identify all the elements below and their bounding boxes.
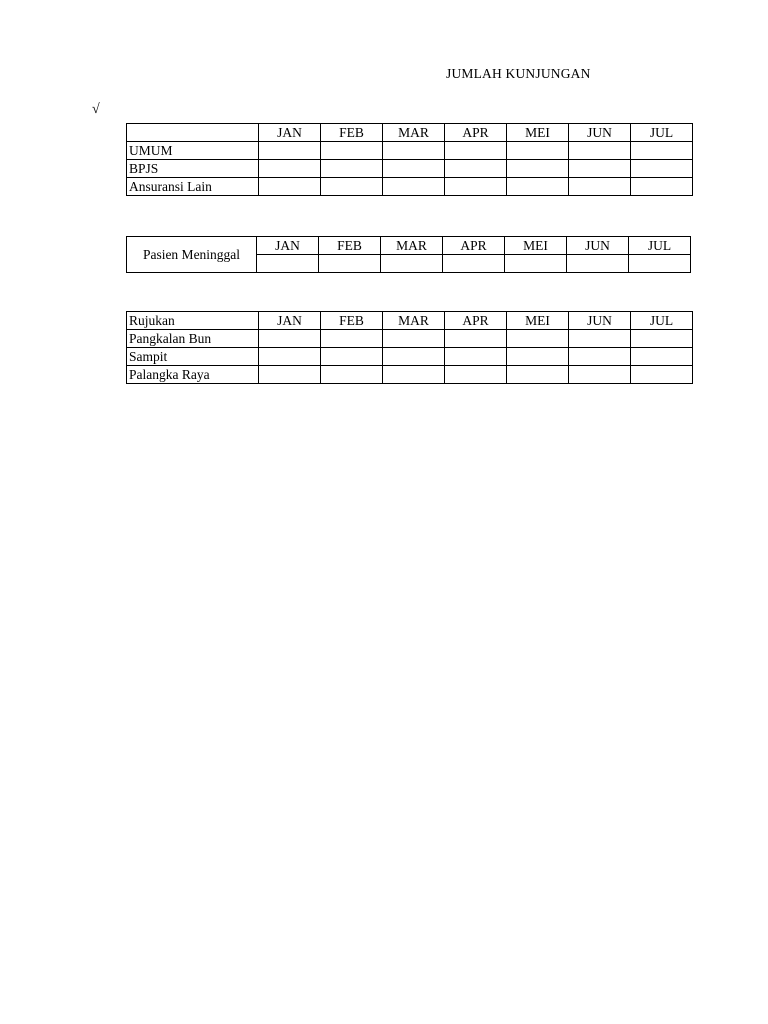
data-cell <box>259 142 321 160</box>
data-cell <box>259 366 321 384</box>
data-cell <box>445 178 507 196</box>
month-header-apr: APR <box>445 312 507 330</box>
data-cell <box>383 160 445 178</box>
month-header-apr: APR <box>445 124 507 142</box>
table-row <box>127 160 693 178</box>
month-header-jul: JUL <box>629 237 691 255</box>
month-header-apr: APR <box>443 237 505 255</box>
month-header-jan: JAN <box>257 237 319 255</box>
data-cell <box>567 255 629 273</box>
check-mark: √ <box>92 102 100 117</box>
month-header-jan: JAN <box>259 124 321 142</box>
data-cell <box>257 255 319 273</box>
data-cell <box>259 330 321 348</box>
month-header-mei: MEI <box>507 312 569 330</box>
data-cell <box>569 142 631 160</box>
row-label-palangka-raya: Palangka Raya <box>127 366 259 384</box>
data-cell <box>321 330 383 348</box>
row-label-bpjs: BPJS <box>127 160 259 178</box>
row-label-pangkalan-bun: Pangkalan Bun <box>127 330 259 348</box>
data-cell <box>383 348 445 366</box>
data-cell <box>383 330 445 348</box>
month-header-feb: FEB <box>321 124 383 142</box>
month-header-jul: JUL <box>631 124 693 142</box>
data-cell <box>445 330 507 348</box>
data-cell <box>383 178 445 196</box>
data-cell <box>321 142 383 160</box>
header-label-cell <box>127 124 259 142</box>
table-row <box>127 366 693 384</box>
data-cell <box>569 178 631 196</box>
data-cell <box>381 255 443 273</box>
data-cell <box>631 348 693 366</box>
row-label-sampit: Sampit <box>127 348 259 366</box>
row-label-asuransi-lain: Ansuransi Lain <box>127 178 259 196</box>
data-cell <box>569 160 631 178</box>
data-cell <box>629 255 691 273</box>
data-cell <box>507 348 569 366</box>
deceased-patients-table <box>126 236 691 273</box>
table-row <box>127 348 693 366</box>
month-header-feb: FEB <box>321 312 383 330</box>
data-cell <box>445 160 507 178</box>
data-cell <box>443 255 505 273</box>
data-cell <box>319 255 381 273</box>
table-row <box>127 330 693 348</box>
page-title: JUMLAH KUNJUNGAN <box>446 66 591 81</box>
data-cell <box>507 142 569 160</box>
data-cell <box>569 348 631 366</box>
month-header-jun: JUN <box>567 237 629 255</box>
table-row <box>127 142 693 160</box>
month-header-mei: MEI <box>505 237 567 255</box>
referrals-table <box>126 311 693 384</box>
data-cell <box>631 160 693 178</box>
data-cell <box>507 160 569 178</box>
month-header-jan: JAN <box>259 312 321 330</box>
data-cell <box>507 366 569 384</box>
data-cell <box>631 178 693 196</box>
table-row <box>127 178 693 196</box>
data-cell <box>507 330 569 348</box>
month-header-mar: MAR <box>381 237 443 255</box>
data-cell <box>569 366 631 384</box>
row-label-rujukan: Rujukan <box>127 312 259 330</box>
data-cell <box>383 366 445 384</box>
data-cell <box>445 348 507 366</box>
row-label-pasien-meninggal: Pasien Meninggal <box>127 237 257 273</box>
month-header-mar: MAR <box>383 124 445 142</box>
data-cell <box>505 255 567 273</box>
data-cell <box>569 330 631 348</box>
month-header-mei: MEI <box>507 124 569 142</box>
data-cell <box>631 366 693 384</box>
month-header-feb: FEB <box>319 237 381 255</box>
month-header-jun: JUN <box>569 124 631 142</box>
data-cell <box>321 160 383 178</box>
data-cell <box>321 366 383 384</box>
data-cell <box>445 366 507 384</box>
data-cell <box>631 330 693 348</box>
data-cell <box>259 348 321 366</box>
data-cell <box>321 178 383 196</box>
month-header-jun: JUN <box>569 312 631 330</box>
table-header-row <box>127 312 693 330</box>
data-cell <box>321 348 383 366</box>
month-header-jul: JUL <box>631 312 693 330</box>
data-cell <box>383 142 445 160</box>
row-label-umum: UMUM <box>127 142 259 160</box>
data-cell <box>259 178 321 196</box>
data-cell <box>259 160 321 178</box>
table-header-row <box>127 237 691 255</box>
data-cell <box>445 142 507 160</box>
month-header-mar: MAR <box>383 312 445 330</box>
visits-table <box>126 123 693 196</box>
data-cell <box>631 142 693 160</box>
data-cell <box>507 178 569 196</box>
table-header-row <box>127 124 693 142</box>
